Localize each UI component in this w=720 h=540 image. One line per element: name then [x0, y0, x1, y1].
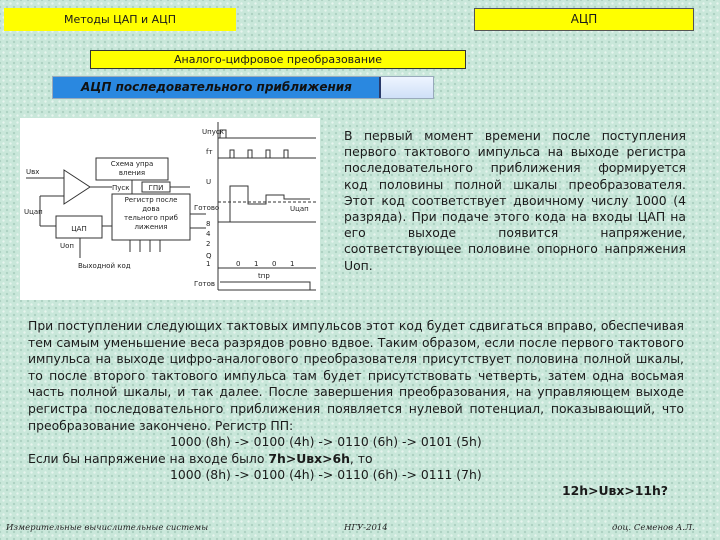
code-bit-4: 1	[290, 260, 295, 268]
code-sequence-1: 1000 (8h) -> 0100 (4h) -> 0110 (6h) -> 0101 (5h)	[170, 434, 482, 450]
bit-4: 4	[206, 230, 211, 238]
gpi-label: ГПИ	[148, 184, 164, 192]
comparator-triangle	[64, 170, 90, 204]
bit-1: 1	[206, 260, 211, 268]
footer-author: доц. Семенов А.Л.	[612, 523, 695, 533]
bit-2: 2	[206, 240, 211, 248]
code-bit-3: 0	[272, 260, 277, 268]
ready-label: Готово	[194, 204, 220, 212]
dac-label: ЦАП	[71, 225, 87, 233]
reg-label-1: Регистр после	[124, 196, 178, 204]
condition-bold: 7h>Uвх>6h	[268, 450, 350, 466]
timing-u-dac: Uцап	[290, 205, 309, 213]
bottom-paragraph: При поступлении следующих тактовых импульсов этот код будет сдвигаться вправо, обеспечивая тем самым уменьшение веса разрядов ровно вдвое. Таким образом, если после первого тактового импульса на выходе цифро-аналогового преобразователя присутствует половина полной шкалы, то после второго тактового импульса там будет присутствовать четверть, затем одна восьмая часть полной шкалы, и так далее. После завершения преобразования, на управляющем выходе регистра последовательного приближения появляется нулевой потенциал, показывающий, что преобразование закончено. Регистр ПП:	[28, 318, 684, 433]
axis-u-pusk: Uпуск	[202, 128, 224, 136]
u-in-label: Uвх	[26, 168, 40, 176]
reg-label-2: дова	[142, 205, 160, 213]
axis-u: U	[206, 178, 212, 186]
bottom-text	[28, 318, 684, 484]
code-bit-2: 1	[254, 260, 259, 268]
sar-label-1: Схема упра	[110, 160, 154, 168]
footer-course: Измерительные вычислительные системы	[6, 523, 209, 533]
section-title: Аналого-цифровое преобразование	[90, 50, 466, 69]
ready-axis-label: Готов	[194, 280, 216, 288]
reg-label-4: лижения	[134, 223, 168, 231]
header-right-title: АЦП	[474, 8, 694, 31]
subsection-banner	[52, 76, 434, 99]
axis-f: fт	[206, 148, 213, 156]
header-left-title: Методы ЦАП и АЦП	[4, 8, 236, 31]
footer-university: НГУ-2014	[344, 523, 388, 533]
u-dac-label: Uцап	[24, 208, 43, 216]
condition-line	[28, 451, 684, 468]
pusk-label: Пуск	[112, 184, 130, 192]
reg-label-3: тельного приб	[124, 214, 178, 222]
output-code-label: Выходной код	[78, 262, 131, 270]
code-sequence-2: 1000 (8h) -> 0100 (4h) -> 0110 (6h) -> 0111 (7h)	[170, 467, 482, 483]
inequality-question: 12h>Uвх>11h?	[562, 483, 668, 498]
bit-8: 8	[206, 220, 211, 228]
block-diagram	[26, 158, 206, 258]
right-paragraph: В первый момент времени после поступления первого тактового импульса на выходе регистра последовательного приближения формируется код половины полной шкалы преобразователя. Этот код соответствует двоичному числу 1000 (4 разряда). При подаче этого кода на входы ЦАП на его выходе появится напряжение, соответствующее половине опорного напряжения Uоп.	[344, 128, 686, 273]
t-ready-label: tпр	[258, 272, 270, 280]
u-op-label: Uоп	[60, 242, 74, 250]
condition-prefix: Если бы напряжение на входе было	[28, 450, 269, 466]
axis-q: Q	[206, 252, 212, 260]
condition-suffix: , то	[349, 450, 373, 466]
subsection-title: АЦП последовательного приближения	[53, 77, 381, 98]
adc-diagram	[20, 118, 320, 300]
adc-figure	[20, 118, 320, 300]
code-bit-1: 0	[236, 260, 241, 268]
sar-label-2: вления	[118, 169, 146, 177]
